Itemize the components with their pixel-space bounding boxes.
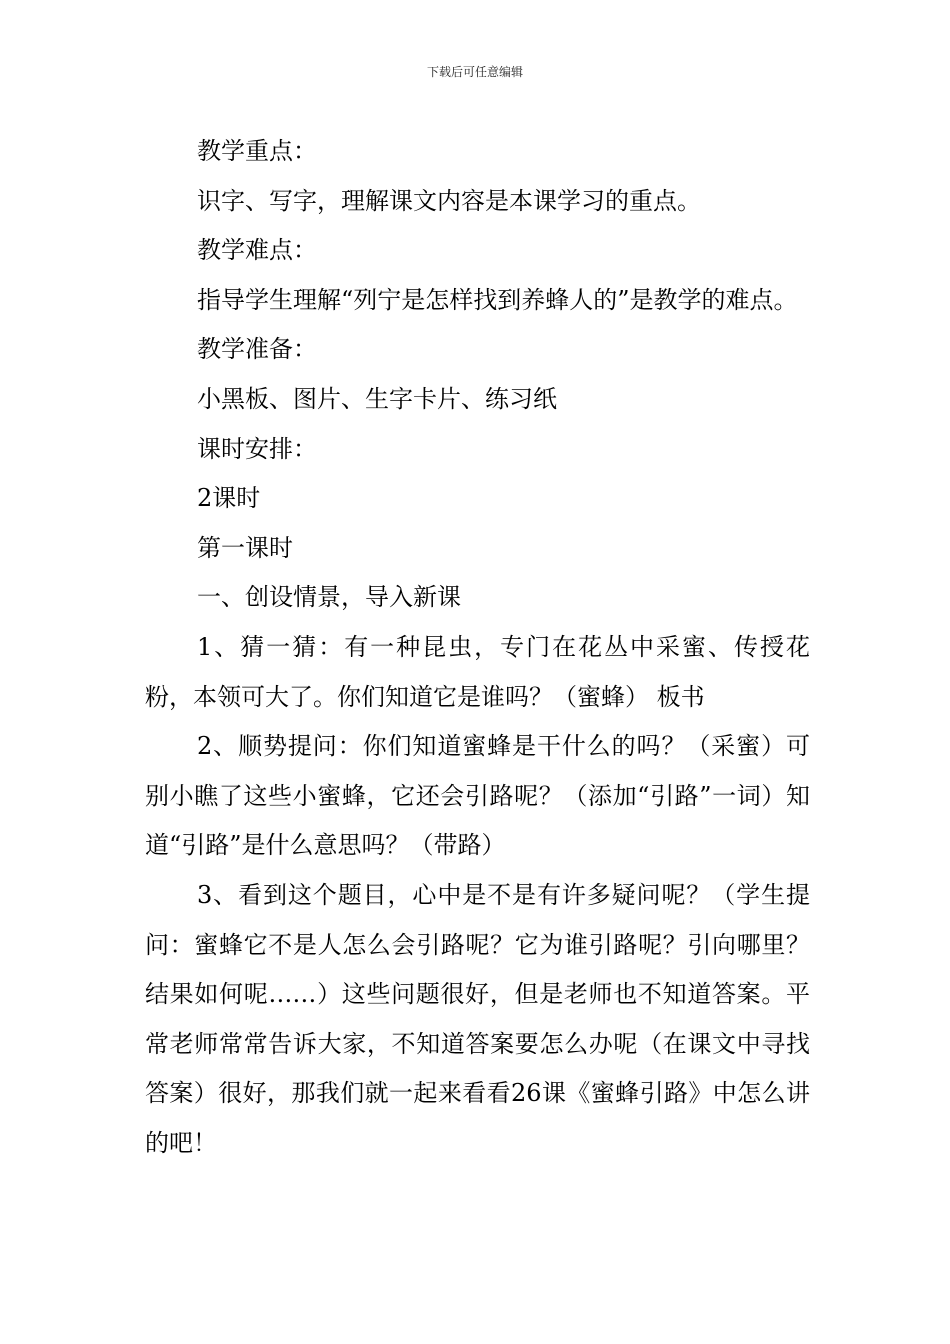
paragraph-teaching-focus: 识字、写字，理解课文内容是本课学习的重点。	[197, 186, 701, 215]
paragraph-first-lesson: 第一课时	[197, 533, 293, 562]
paragraph-teaching-difficulty-heading: 教学难点：	[197, 236, 317, 265]
paragraph-teaching-difficulty: 指导学生理解“列宁是怎样找到养蜂人的”是教学的难点。	[197, 285, 798, 314]
paragraph-preparation: 小黑板、图片、生字卡片、练习纸	[197, 384, 557, 413]
document-body	[145, 127, 810, 1168]
paragraph-schedule: 2课时	[197, 484, 261, 513]
page-header: 下载后可任意编辑	[426, 65, 523, 79]
paragraph-step-1: 1、猜一猜：有一种昆虫，专门在花丛中采蜜、传授花粉，本领可大了。你们知道它是谁吗？（蜜蜂） 板书	[145, 632, 810, 711]
paragraph-schedule-heading: 课时安排：	[197, 434, 317, 463]
paragraph-section-one: 一、创设情景，导入新课	[197, 583, 461, 612]
paragraph-step-3: 3、看到这个题目，心中是不是有许多疑问呢？（学生提问：蜜蜂它不是人怎么会引路呢？它为谁引路呢？引向哪里？结果如何呢……）这些问题很好，但是老师也不知道答案。平常老师常常告诉大家，不知道答案要怎么办呢（在课文中寻找答案）很好，那我们就一起来看看26课《蜜蜂引路》中怎么讲的吧！	[145, 880, 810, 1157]
paragraph-step-2: 2、顺势提问：你们知道蜜蜂是干什么的吗？（采蜜）可别小瞧了这些小蜜蜂，它还会引路呢？（添加“引路”一词）知道“引路”是什么意思吗？（带路）	[145, 732, 810, 860]
paragraph-preparation-heading: 教学准备：	[197, 335, 317, 364]
paragraph-teaching-focus-heading: 教学重点：	[197, 137, 317, 165]
